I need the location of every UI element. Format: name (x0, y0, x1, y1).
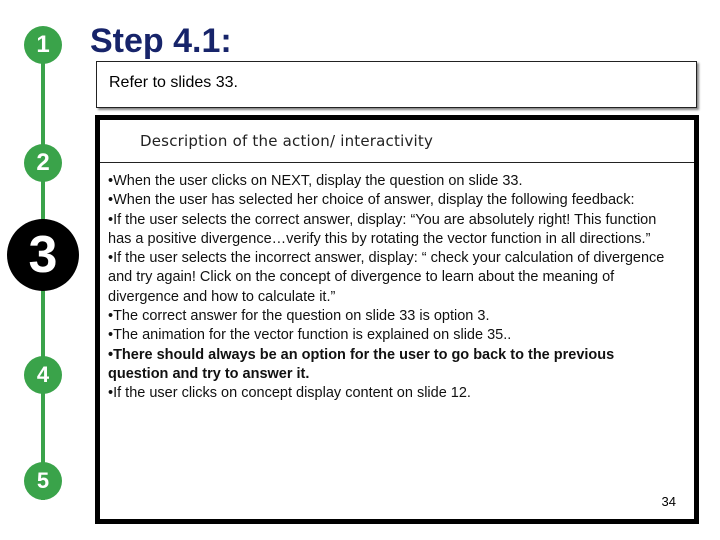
description-panel (95, 115, 699, 524)
description-body (108, 172, 678, 404)
description-header (100, 120, 694, 163)
page-number: 34 (661, 494, 676, 509)
step-5-marker[interactable]: 5 (24, 462, 62, 500)
bullet-item: •If the user selects the incorrect answer, display: “ check your calculation of divergence and try again! Click on the concept of divergence to learn about the meaning of divergence and how to calculate it.” (108, 250, 665, 305)
bullet-item: •The animation for the vector function is explained on slide 35.. (108, 327, 512, 344)
step-4-marker[interactable]: 4 (24, 356, 62, 394)
step-1-marker[interactable]: 1 (24, 26, 62, 64)
bullet-item: •If the user selects the correct answer, display: “You are absolutely right! This function has a positive divergence…verify this by rotating the vector function in all directions.” (108, 211, 657, 247)
bullet-item: •When the user clicks on NEXT, display the question on slide 33. (108, 173, 523, 189)
reference-box (96, 61, 697, 108)
description-heading: Description of the action/ interactivity (140, 132, 434, 150)
reference-text: Refer to slides 33. (109, 74, 238, 91)
bullet-item: •The correct answer for the question on slide 33 is option 3. (108, 308, 490, 325)
bullet-item-emphasis: •There should always be an option for the user to go back to the previous question and try to answer it. (108, 346, 615, 382)
page-title: Step 4.1: (90, 22, 232, 60)
description-panel-inner (100, 120, 694, 519)
bullet-item: •If the user clicks on concept display content on slide 12. (108, 385, 471, 402)
step-3-marker-active[interactable]: 3 (7, 219, 79, 291)
step-2-marker[interactable]: 2 (24, 144, 62, 182)
bullet-item: •When the user has selected her choice of answer, display the following feedback: (108, 192, 635, 209)
